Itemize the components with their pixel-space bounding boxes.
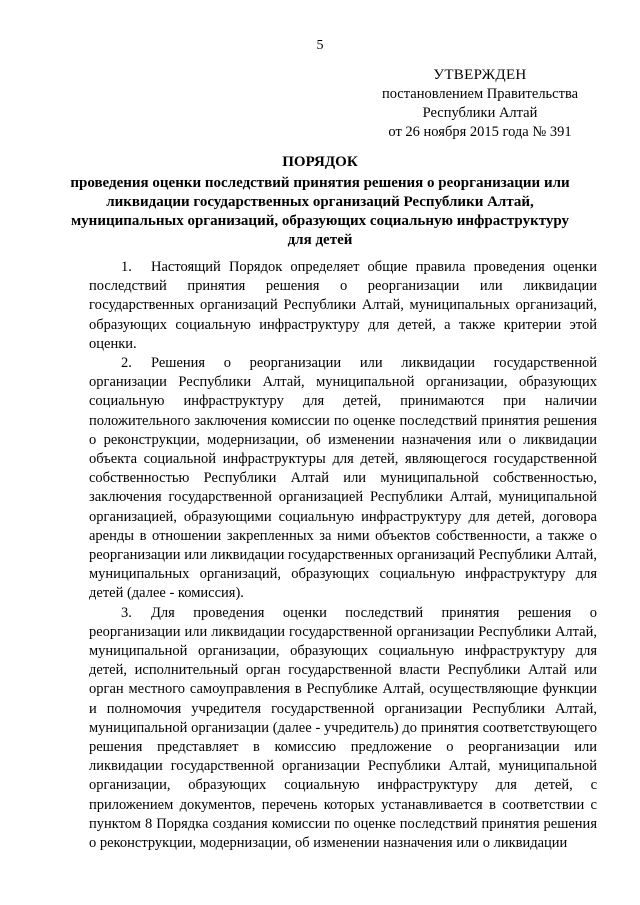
page-number: 5 bbox=[316, 38, 324, 53]
document-title-main: ПОРЯДОК bbox=[282, 154, 358, 170]
approval-title: УТВЕРЖДЕН bbox=[433, 67, 527, 83]
paragraph-number: 3. bbox=[121, 604, 132, 621]
approval-stamp bbox=[360, 66, 600, 142]
document-body bbox=[89, 258, 597, 853]
paragraph-number: 1. bbox=[121, 259, 132, 275]
paragraph-text: Для проведения оценки последствий принятия решения о реорганизации или ликвидации государственной организации Республики Алтай, муниципальной организации, образующих социальную инфраструктуру для детей, исполнительный орган государственной власти Республики Алтай или орган местного самоуправления в Республике Алтай, осуществляющие функции и полномочия учредителя государственной организации Республики Алтай, муниципальной организации (далее - учредитель) до принятия соответствующего решения представляет в комиссию предложение о реорганизации или ликвидации государственной организации Республики Алтай, муниципальной организации, образующих социальную инфраструктуру для детей, с приложением документов, перечень которых устанавливается в соответствии с пунктом 8 Порядка создания комиссии по оценке последствий принятия решения о реконструкции, модернизации, об изменении назначения или о ликвидации bbox=[89, 604, 597, 852]
document-title bbox=[70, 153, 570, 250]
paragraph-text: Настоящий Порядок определяет общие правила проведения оценки последствий принятия решения о реорганизации или ликвидации государственных организаций Республики Алтай, муниципальных организаций, образующих социальную инфраструктуру для детей, а также критерии этой оценки. bbox=[89, 259, 597, 352]
paragraph-3 bbox=[89, 604, 597, 854]
paragraph-1 bbox=[89, 258, 597, 354]
approval-line-date: от 26 ноября 2015 года № 391 bbox=[388, 124, 572, 140]
paragraph-2 bbox=[89, 354, 597, 604]
paragraph-number: 2. bbox=[121, 355, 132, 372]
approval-line-republic: Республики Алтай bbox=[422, 105, 538, 121]
paragraph-text: Решения о реорганизации или ликвидации государственной организации Республики Алтай, муниципальной организации, образующих социальную инфраструктуру для детей, принимаются при наличии положительного заключения комиссии по оценке последствий принятия решения о реконструкции, модернизации, об изменении назначения или о ликвидации объекта социальной инфраструктуры для детей, являющегося государственной собственностью Республики Алтай или муниципальной собственностью, заключения государственной организацией Республики Алтай, муниципальной организацией, образующими социальную инфраструктуру для детей, договора аренды в отношении закрепленных за ними объектов собственности, а также о реорганизации или ликвидации государственных организаций Республики Алтай, муниципальных организаций, образующих социальную инфраструктуру для детей (далее - комиссия). bbox=[89, 355, 597, 602]
approval-line-resolution: постановлением Правительства bbox=[381, 86, 579, 102]
document-subtitle: проведения оценки последствий принятия решения о реорганизации или ликвидации государственных организаций Республики Алтай, муниципальных организаций, образующих социальную инфраструктуру для детей bbox=[70, 175, 570, 248]
